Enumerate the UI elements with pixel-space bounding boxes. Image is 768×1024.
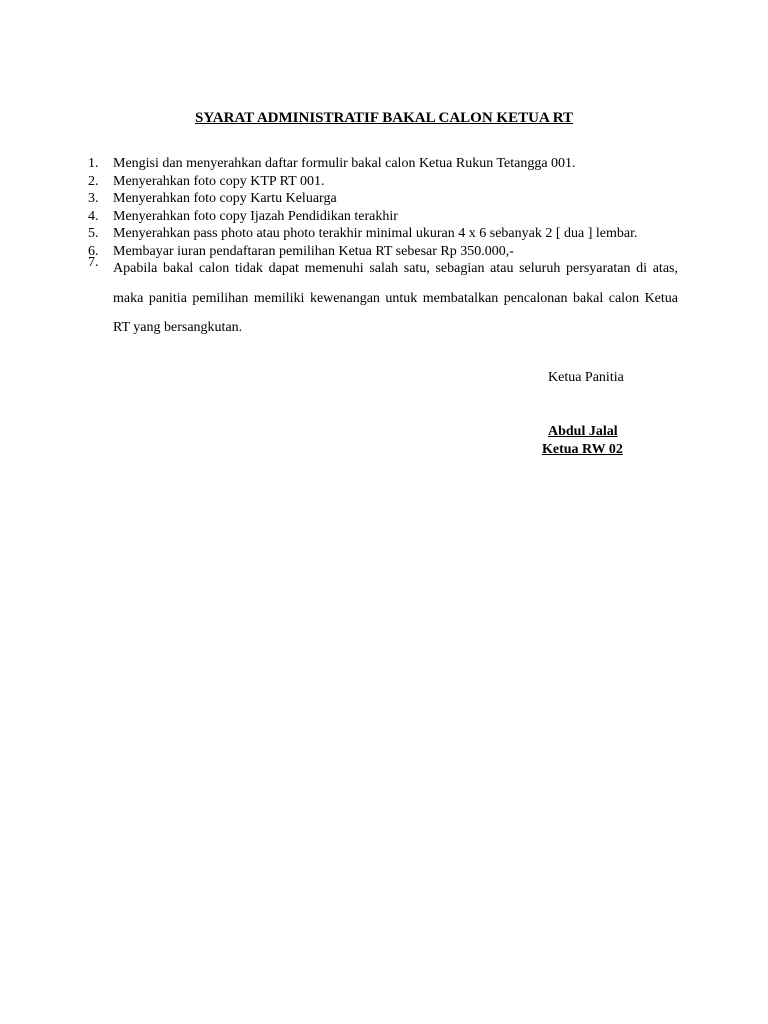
document-title: SYARAT ADMINISTRATIF BAKAL CALON KETUA RT [194, 110, 574, 126]
list-item-text: Apabila bakal calon tidak dapat memenuhi salah satu, sebagian atau seluruh persyaratan di atas, maka panitia pemilihan memiliki kewenangan untuk membatalkan pencalonan bakal calon Ketua RT yang bersangkutan. [113, 261, 678, 335]
list-item-number: 5. [88, 226, 99, 241]
signature-position: Ketua RW 02 [542, 442, 623, 457]
list-item-number: 1. [88, 156, 99, 171]
list-item [88, 225, 678, 243]
list-item-number: 4. [88, 208, 99, 224]
list-item-text: Membayar iuran pendaftaran pemilihan Ketua RT sebesar Rp 350.000,- [113, 243, 514, 259]
list-item-text: Mengisi dan menyerahkan daftar formulir bakal calon Ketua Rukun Tetangga 001. [113, 156, 576, 171]
list-item-number: 2. [88, 173, 99, 189]
list-item [88, 190, 678, 208]
list-item-number: 7. [88, 255, 99, 270]
list-item-text: Menyerahkan foto copy Kartu Keluarga [113, 191, 337, 206]
list-item-number: 3. [88, 191, 99, 206]
list-item [88, 173, 678, 191]
list-item-text: Menyerahkan pass photo atau photo terakhir minimal ukuran 4 x 6 sebanyak 2 [ dua ] lembar. [113, 226, 638, 241]
requirements-list [88, 155, 678, 343]
list-item [88, 254, 678, 343]
signature-name: Abdul Jalal [548, 424, 618, 439]
list-item-text: Menyerahkan foto copy KTP RT 001. [113, 173, 325, 189]
list-item-text: Menyerahkan foto copy Ijazah Pendidikan terakhir [113, 208, 398, 224]
list-item [88, 155, 678, 173]
list-item [88, 208, 678, 226]
list-item-number: 6. [88, 243, 99, 259]
signature-role: Ketua Panitia [548, 370, 624, 385]
